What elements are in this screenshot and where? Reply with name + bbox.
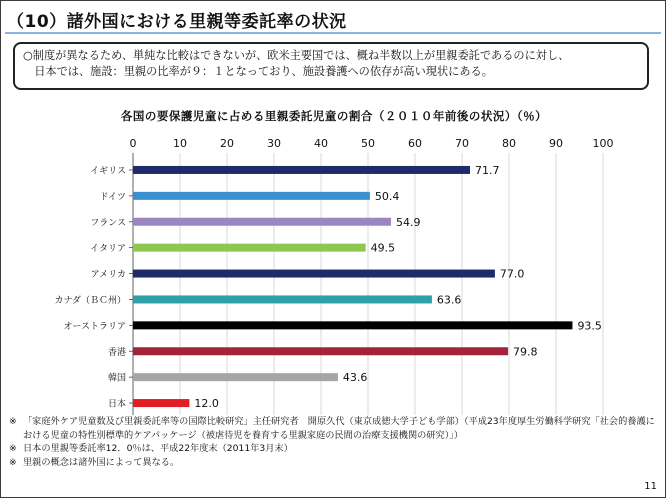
bar [133, 192, 370, 200]
footnote [9, 456, 659, 470]
bar [133, 218, 391, 226]
bar [133, 373, 338, 381]
x-tick-label: 60 [408, 137, 422, 150]
category-label: オーストラリア [63, 321, 126, 332]
x-tick-label: 50 [361, 137, 375, 150]
x-tick-label: 0 [129, 137, 137, 150]
data-label: 12.0 [194, 397, 219, 411]
category-label: ドイツ [99, 192, 126, 203]
category-label: 韓国 [107, 373, 126, 384]
bar [133, 399, 189, 407]
data-label: 43.6 [342, 371, 368, 385]
footnote-text: 日本の里親等委託率12．0％は、平成22年度末（2011年3月末） [23, 443, 293, 455]
footnote-mark: ※ [9, 456, 17, 468]
x-tick-label: 40 [314, 137, 328, 150]
data-label: 54.9 [396, 215, 421, 229]
bar [133, 321, 572, 329]
data-label: 63.6 [436, 293, 462, 307]
category-label: イギリス [90, 166, 126, 177]
bar [133, 295, 432, 303]
x-tick-label: 10 [173, 137, 187, 150]
category-label: フランス [90, 218, 126, 229]
category-label: 香港 [107, 347, 126, 358]
x-tick-label: 70 [455, 137, 469, 150]
category-label: アメリカ [90, 270, 126, 281]
data-label: 71.7 [474, 163, 500, 177]
x-tick-label: 90 [549, 137, 563, 150]
bar [133, 244, 366, 252]
category-label: 日本 [107, 399, 126, 410]
summary-line: ○制度が異なるため、単純な比較はできないが、欧米主要国では、概ね半数以上が里親委託であるのに対し、 [23, 49, 570, 62]
page-number: 11 [644, 481, 657, 492]
data-label: 50.4 [374, 189, 400, 203]
x-tick-label: 30 [267, 137, 281, 150]
slide-title: （10）諸外国における里親等委託率の状況 [7, 12, 347, 32]
category-label: イタリア [89, 244, 126, 255]
x-tick-label: 20 [220, 137, 234, 150]
bar [133, 347, 508, 355]
footnotes [9, 415, 659, 469]
footnote-text: 「家庭外ケア児童数及び里親委託率等の国際比較研究」主任研究者 開原久代（東京成徳大学子ども学部）（平成23年度厚生労働科学研究「社会的養護における児童の特性別標準的ケアパッケージ（被虐待児を養育する里親家庭の民間の治療支援機関の研究）」） [23, 416, 655, 441]
data-label: 79.8 [513, 345, 538, 359]
footnote [9, 415, 659, 442]
footnote [9, 442, 659, 456]
footnote-mark: ※ [9, 416, 17, 427]
summary-line: 日本では、施設：里親の比率が９：１となっており、施設養護への依存が高い現状にある。 [23, 65, 493, 78]
data-label: 93.5 [577, 319, 602, 333]
data-label: 77.0 [499, 267, 525, 281]
footnote-text: 里親の概念は諸外国によって異なる。 [23, 456, 180, 468]
bar [133, 166, 470, 174]
data-label: 49.5 [370, 241, 396, 255]
x-tick-label: 100 [592, 137, 614, 150]
category-label: カナダ（ＢＣ州） [54, 295, 126, 306]
bar-chart [1, 1, 666, 415]
footnote-mark: ※ [9, 443, 17, 455]
bar [133, 270, 495, 278]
chart-title: 各国の要保護児童に占める里親委託児童の割合（２０１０年前後の状況）（％） [120, 109, 548, 123]
x-tick-label: 80 [502, 137, 516, 150]
